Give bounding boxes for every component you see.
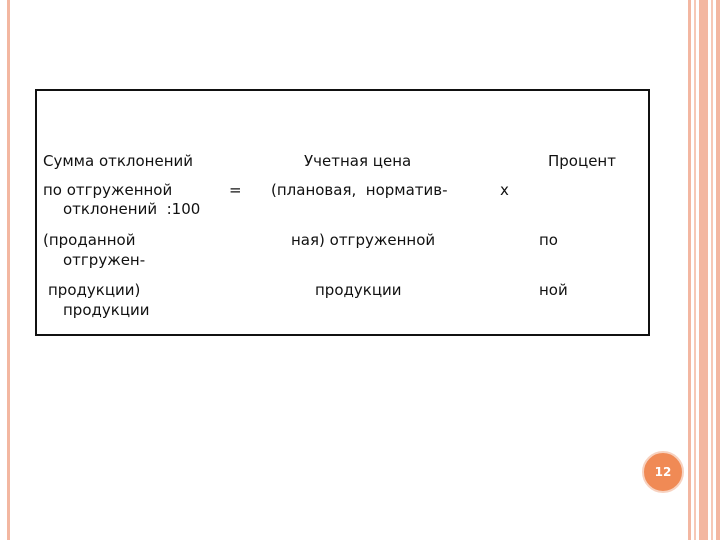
formula-row4-col3: ной: [539, 281, 568, 299]
right-decorative-stripes: [688, 0, 720, 540]
left-decorative-rule: [7, 0, 10, 540]
formula-row1-col3: Процент: [548, 152, 616, 170]
formula-row1-col2: Учетная цена: [304, 152, 412, 170]
formula-row4-col1: продукции): [48, 281, 141, 299]
formula-row1-col1: Сумма отклонений: [43, 152, 194, 170]
formula-row3-col3: по: [539, 231, 558, 249]
formula-row2-col2: (плановая, норматив-: [271, 181, 448, 199]
formula-row4-continuation: продукции: [63, 301, 150, 319]
formula-row2-col1: по отгруженной: [43, 181, 173, 199]
formula-multiply-sign: х: [500, 181, 509, 199]
formula-row4-col2: продукции: [315, 281, 402, 299]
formula-row3-col1: (проданной: [43, 231, 136, 249]
formula-row3-continuation: отгружен-: [63, 251, 146, 269]
formula-equals-sign: =: [229, 181, 242, 199]
formula-row3-col2: ная) отгруженной: [291, 231, 436, 249]
page-number-badge: 12: [642, 451, 684, 493]
formula-row2-continuation: отклонений :100: [63, 200, 201, 218]
